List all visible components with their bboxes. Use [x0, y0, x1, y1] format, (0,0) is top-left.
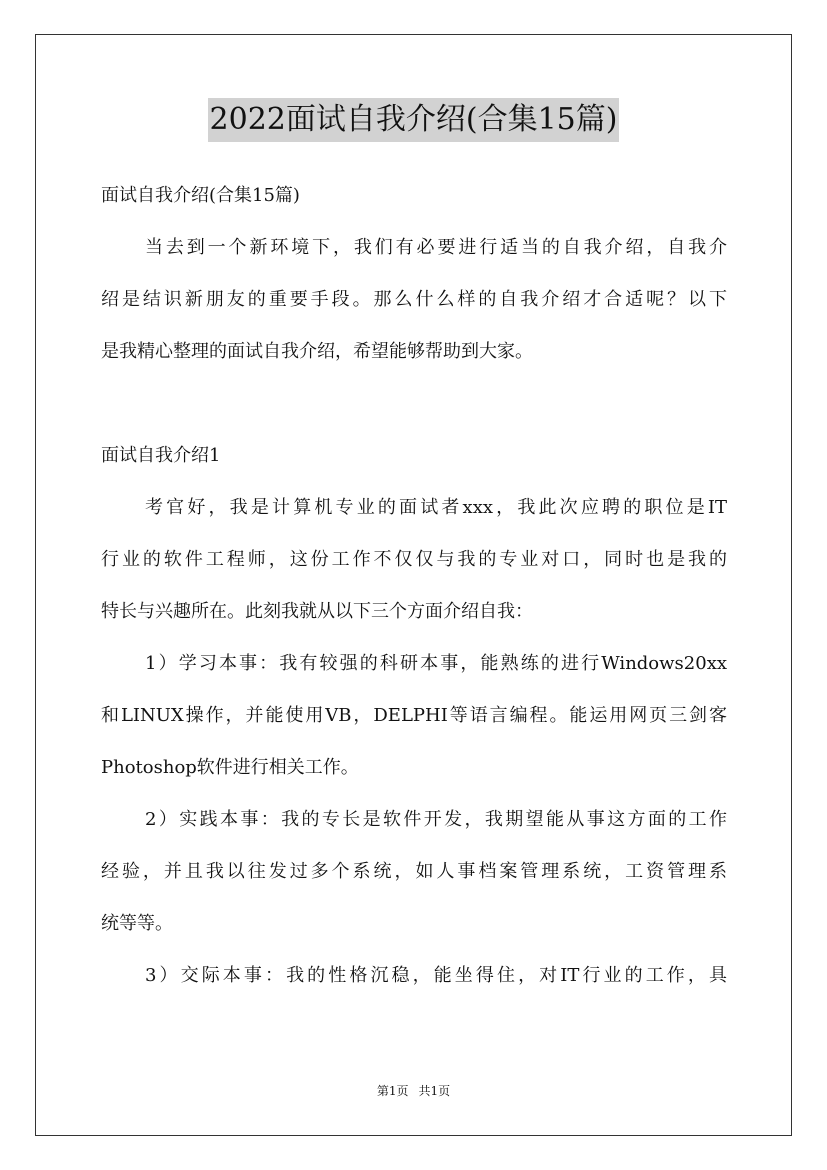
text-line: 当去到一个新环境下，我们有必要进行适当的自我介绍，自我介: [145, 237, 727, 258]
text-line: 经验，并且我以往发过多个系统，如人事档案管理系统，工资管理系: [101, 861, 727, 882]
document-body: [101, 170, 727, 1002]
text-line: 考官好，我是计算机专业的面试者xxx，我此次应聘的职位是IT: [145, 497, 727, 518]
text-line: 绍是结识新朋友的重要手段。那么什么样的自我介绍才合适呢？以下: [101, 289, 727, 310]
text-line: 2）实践本事：我的专长是软件开发，我期望能从事这方面的工作: [145, 809, 727, 830]
text-line: 和LINUX操作，并能使用VB，DELPHI等语言编程。能运用网页三剑客: [101, 705, 727, 726]
text-line: 特长与兴趣所在。此刻我就从以下三个方面介绍自我：: [101, 601, 533, 622]
text-line: 面试自我介绍(合集15篇): [101, 185, 300, 206]
text-line: Photoshop软件进行相关工作。: [101, 757, 359, 778]
text-line: 1）学习本事：我有较强的科研本事，能熟练的进行Windows20xx: [145, 653, 727, 674]
title-container: [0, 98, 827, 142]
text-line: 统等等。: [101, 913, 173, 934]
document-title: 2022面试自我介绍(合集15篇): [208, 98, 620, 142]
text-line: 行业的软件工程师，这份工作不仅仅与我的专业对口，同时也是我的: [101, 549, 727, 570]
paragraph-gap: [101, 378, 727, 430]
page-total: 共1页: [418, 1084, 451, 1098]
section-heading: 面试自我介绍1: [101, 445, 221, 466]
text-line: 3）交际本事：我的性格沉稳，能坐得住，对IT行业的工作，具: [145, 965, 727, 986]
page-number: 第1页: [376, 1084, 409, 1098]
page-footer: [0, 1082, 827, 1099]
text-line: 是我精心整理的面试自我介绍，希望能够帮助到大家。: [101, 341, 533, 362]
